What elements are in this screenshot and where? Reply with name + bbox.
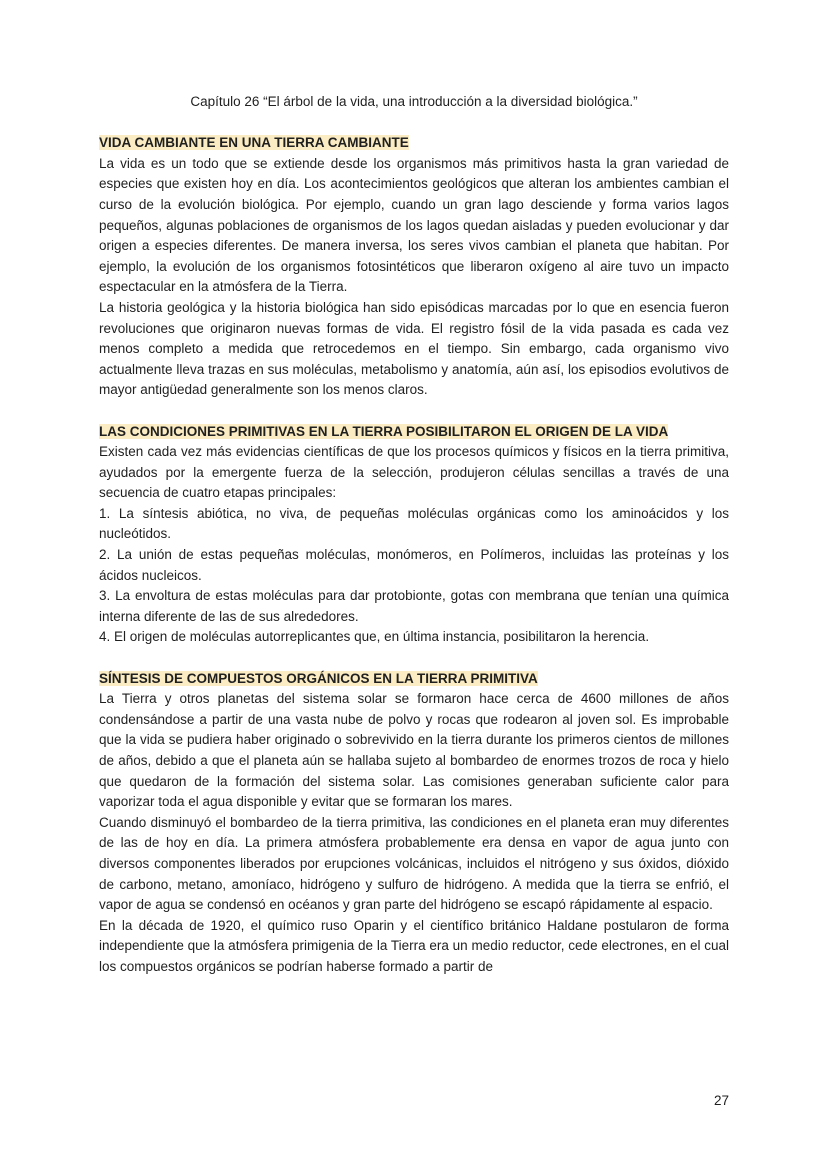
numbered-item: 3. La envoltura de estas moléculas para dar protobionte, gotas con membrana que tenían una química interna diferente de las de sus alrededores. (99, 588, 729, 624)
section-heading (99, 133, 729, 154)
numbered-item: 2. La unión de estas pequeñas moléculas, monómeros, en Polímeros, incluidas las proteínas y los ácidos nucleicos. (99, 547, 729, 583)
section-heading (99, 669, 729, 690)
heading-vida-cambiante: VIDA CAMBIANTE EN UNA TIERRA CAMBIANTE (99, 135, 409, 151)
paragraph: La Tierra y otros planetas del sistema solar se formaron hace cerca de 4600 millones de años condensándose a partir de una vasta nube de polvo y rocas que rodearon al joven sol. Es improbable que la vida se pudiera haber originado o sobrevivido en la tierra durante los primeros cientos de millones de años, debido a que el planeta aún se hallaba sujeto al bombardeo de enormes trozos de roca y hielo que quedaron de la formación del sistema solar. Las comisiones generaban suficiente calor para vaporizar toda el agua disponible y evitar que se formaran los mares. (99, 691, 729, 810)
page-number: 27 (713, 1093, 729, 1108)
numbered-item: 1. La síntesis abiótica, no viva, de pequeñas moléculas orgánicas como los aminoácidos y los nucleótidos. (99, 505, 729, 542)
paragraph: La historia geológica y la historia biológica han sido episódicas marcadas por lo que en esencia fueron revoluciones que originaron nuevas formas de vida. El registro fósil de la vida pasada es cada vez menos completo a medida que retrocedemos en el tiempo. Sin embargo, cada organismo vivo actualmente lleva trazas en sus moléculas, metabolismo y anatomía, aún así, los episodios evolutivos de mayor antigüedad generalmente son los menos claros. (99, 299, 729, 398)
heading-condiciones-primitivas: LAS CONDICIONES PRIMITIVAS EN LA TIERRA POSIBILITARON EL ORIGEN DE LA VIDA (99, 423, 669, 439)
chapter-title: Capítulo 26 “El árbol de la vida, una introducción a la diversidad biológica.” (190, 94, 638, 109)
section-vida-cambiante (99, 133, 729, 401)
paragraph: Cuando disminuyó el bombardeo de la tierra primitiva, las condiciones en el planeta eran muy diferentes de las de hoy en día. La primera atmósfera probablemente era densa en vapor de agua junto con diversos componentes liberados por erupciones volcánicas, incluidos el nitrógeno y sus óxidos, dióxido de carbono, metano, amoníaco, hidrógeno y sulfuro de hidrógeno. A medida que la tierra se enfrió, el vapor de agua se condensó en océanos y gran parte del hidrógeno se escapó rápidamente al espacio. (99, 814, 729, 913)
section-sintesis-compuestos (99, 669, 729, 978)
heading-sintesis-compuestos: SÍNTESIS DE COMPUESTOS ORGÁNICOS EN LA TIERRA PRIMITIVA (99, 670, 538, 686)
numbered-item: 4. El origen de moléculas autorreplicantes que, en última instancia, posibilitaron la herencia. (99, 629, 650, 645)
paragraph: Existen cada vez más evidencias científicas de que los procesos químicos y físicos en la tierra primitiva, ayudados por la emergente fuerza de la selección, produjeron células sencillas a través de una secuencia de cuatro etapas principales: (99, 444, 729, 501)
paragraph: La vida es un todo que se extiende desde los organismos más primitivos hasta la gran variedad de especies que existen hoy en día. Los acontecimientos geológicos que alteran los ambientes cambian el curso de la evolución biológica. Por ejemplo, cuando un gran lago desciende y forma varios lagos pequeños, algunas poblaciones de organismos de los lagos quedan aisladas y pueden evolucionar y dar origen a especies diferentes. De manera inversa, los seres vivos cambian el planeta que habitan. Por ejemplo, la evolución de los organismos fotosintéticos que liberaron oxígeno al aire tuvo un impacto espectacular en la atmósfera de la Tierra. (99, 155, 729, 295)
section-heading (99, 422, 729, 443)
section-condiciones-primitivas (99, 422, 729, 649)
paragraph: En la década de 1920, el químico ruso Oparin y el científico británico Haldane postularon de forma independiente que la atmósfera primigenia de la Tierra era un medio reductor, cede electrones, en el cual los compuestos orgánicos se podrían haberse formado a partir de (99, 917, 729, 974)
